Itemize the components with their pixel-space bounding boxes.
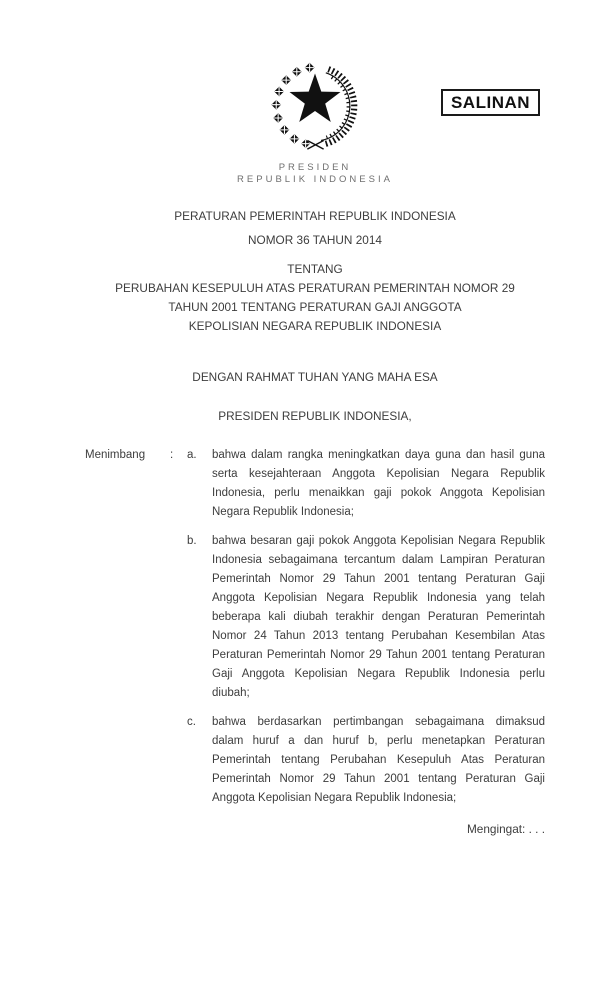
catchword-mengingat: Mengingat: . . . — [466, 822, 545, 836]
authority-line: PRESIDEN REPUBLIK INDONESIA, — [218, 409, 412, 423]
consideration-item-a — [85, 446, 545, 522]
letterhead-line-republik: REPUBLIK INDONESIA — [237, 174, 393, 185]
regulation-title: PERATURAN PEMERINTAH REPUBLIK INDONESIA — [174, 209, 456, 223]
menimbang-colon: : — [170, 449, 174, 461]
tentang-label: TENTANG — [287, 262, 343, 276]
document-title-block — [85, 209, 545, 336]
letterhead-text — [85, 162, 545, 186]
subject-line-2: TAHUN 2001 TENTANG PERATURAN GAJI ANGGOTA — [168, 300, 462, 314]
salinan-stamp-label: SALINAN — [450, 92, 531, 112]
item-text-b: bahwa besaran gaji pokok Anggota Kepolisian Negara Republik Indonesia sebagaimana tercantum dalam Lampiran Peraturan Pemerintah Nomor 29 Tahun 2001 tentang Peraturan Gaji Anggota Kepolisian Negara Republik Indonesia yang telah beberapa kali diubah terakhir dengan Peraturan Pemerintah Nomor 24 Tahun 2013 tentang Perubahan Kesembilan Atas Peraturan Pemerintah Nomor 29 Tahun 2001 tentang Peraturan Gaji Anggota Kepolisian Negara Republik Indonesia perlu diubah; — [212, 535, 545, 699]
invocation-line: DENGAN RAHMAT TUHAN YANG MAHA ESA — [192, 370, 438, 384]
subject-line-1: PERUBAHAN KESEPULUH ATAS PERATURAN PEMERINTAH NOMOR 29 — [115, 281, 515, 295]
item-letter-a: a. — [187, 449, 197, 461]
considerations-section — [85, 446, 545, 808]
regulation-number: NOMOR 36 TAHUN 2014 — [248, 233, 382, 247]
item-text-c: bahwa berdasarkan pertimbangan sebagaimana dimaksud dalam huruf a dan huruf b, perlu menetapkan Peraturan Pemerintah tentang Perubahan Kesepuluh Atas Peraturan Pemerintah Nomor 29 Tahun 2001 tentang Peraturan Gaji Anggota Kepolisian Negara Republik Indonesia; — [212, 716, 545, 804]
item-text-a: bahwa dalam rangka meningkatkan daya guna dan hasil guna serta kesejahteraan Anggota Kepolisian Negara Republik Indonesia, perlu menaikkan gaji pokok Anggota Kepolisian Negara Republik Indonesia; — [212, 449, 545, 518]
item-letter-b: b. — [187, 535, 197, 547]
consideration-item-c — [85, 713, 545, 808]
consideration-item-b — [85, 532, 545, 703]
letterhead-emblem — [85, 0, 545, 157]
star-wreath-emblem-icon — [267, 62, 363, 152]
menimbang-label: Menimbang — [85, 449, 146, 461]
subject-line-3: KEPOLISIAN NEGARA REPUBLIK INDONESIA — [188, 319, 442, 333]
salinan-stamp — [441, 89, 540, 116]
item-letter-c: c. — [187, 716, 196, 728]
letterhead-line-presiden: PRESIDEN — [278, 162, 352, 173]
